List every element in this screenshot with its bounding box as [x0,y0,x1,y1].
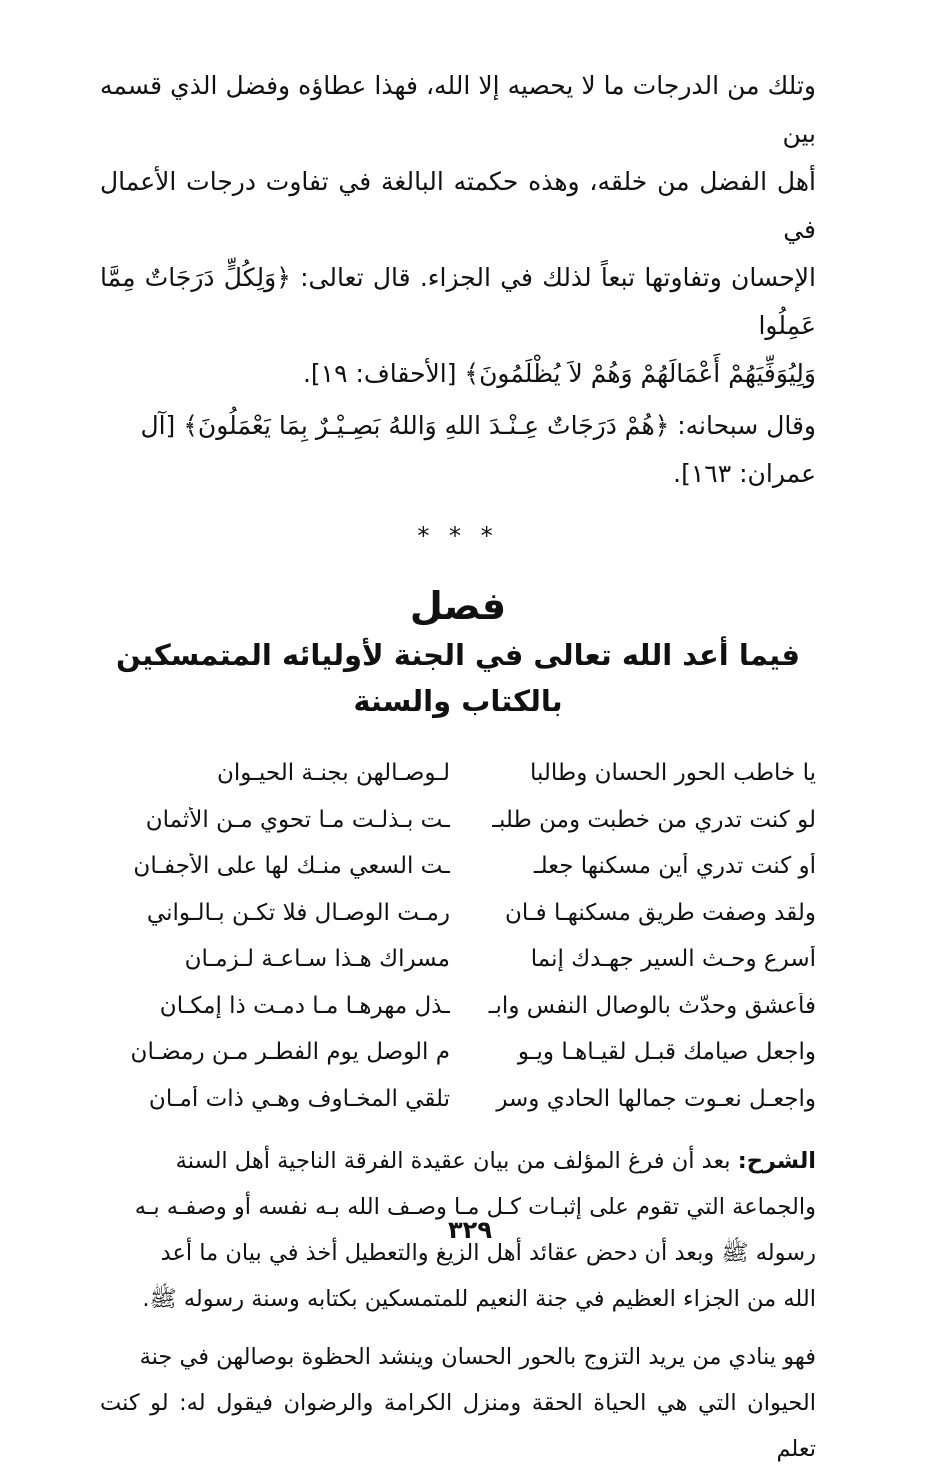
poem-verse [100,1029,816,1076]
verse-first-hemistich: واجعـل نعـوت جمالها الحادي وسر [496,1085,816,1112]
intro-paragraph [100,62,816,398]
commentary-text: بعد أن فرغ المؤلف من بيان عقيدة الفرقة الناجية أهل السنة [175,1148,731,1174]
verse-first-hemistich: ولقد وصفت طريق مسكنهـا فـان [505,899,816,926]
verse-second-hemistich: مسراك هـذا سـاعـة لـزمـان [184,946,450,973]
text-line: وتلك من الدرجات ما لا يحصيه إلا الله، فهذا عطاؤه وفضل الذي قسمه بين [100,71,816,148]
page-body [100,62,816,1472]
verse-first-hemistich: لو كنت تدري من خطبت ومن طلبـ [492,806,816,833]
verse-first-hemistich: أسرع وحـث السير جهـدك إنما [530,946,816,973]
text-line: الإحسان وتفاوتها تبعاً لذلك في الجزاء. قال تعالى: ﴿وَلِكُلٍّ دَرَجَاتٌ مِمَّا عَمِلُوا [100,263,816,340]
text-line: رسوله ﷺ وبعد أن دحض عقائد أهل الزيغ والتعطيل أخذ في بيان ما أعد [160,1240,816,1266]
verse-second-hemistich: لـوصـالهن بجنـة الحيـوان [217,760,450,787]
section-title: فصل [409,584,507,628]
text-line: فهو ينادي من يريد التزوج بالحور الحسان وينشد الحظوة بوصالهن في جنة [139,1344,816,1370]
closing-paragraph [100,1334,816,1472]
verse-second-hemistich: م الوصل يوم الفطـر مـن رمضـان [130,1039,450,1066]
quran-citation-paragraph [100,402,816,498]
text-line: الحيوان التي هي الحياة الحقة ومنزل الكرامة والرضوان فيقول له: لو كنت تعلم [100,1390,816,1462]
poem-verse [100,797,816,844]
text-line: أهل الفضل من خلقه، وهذه حكمته البالغة في تفاوت درجات الأعمال في [100,167,816,244]
poem-verse [100,1076,816,1123]
section-subtitle: فيما أعد الله تعالى في الجنة لأوليائه المتمسكين بالكتاب والسنة [115,638,801,718]
poem-verse [100,936,816,983]
text-line: الله من الجزاء العظيم في جنة النعيم للمتمسكين بكتابه وسنة رسوله ﷺ. [142,1286,816,1312]
text-line: وقال سبحانه: ﴿هُمْ دَرَجَاتٌ عِـنْـدَ اللهِ وَاللهُ بَصِـيْـرٌ بِمَا يَعْمَلُونَ﴾ [آل [140,411,816,440]
poem-verse [100,983,816,1030]
verse-second-hemistich: ـت السعي منـك لها على الأجفـان [133,853,450,880]
section-separator: * * * [417,522,499,550]
text-line: والجماعة التي تقوم على إثبـات كـل مـا وصـف الله بـه نفسه أو وصفـه بـه [134,1194,816,1220]
text-line [100,1138,816,1184]
verse-first-hemistich: واجعل صيامك قبـل لقيـاهـا ويـو [517,1039,816,1066]
poem-verse [100,890,816,937]
verse-second-hemistich: تلقي المخـاوف وهـي ذات أمـان [148,1085,450,1112]
poem-verse [100,843,816,890]
verse-first-hemistich: أو كنت تدري أين مسكنها جعلـ [533,853,816,880]
verse-second-hemistich: ـذل مهرهـا مـا دمـت ذا إمكـان [159,992,450,1019]
poem-verse [100,750,816,797]
text-line: وَلِيُوَفِّيَهُمْ أَعْمَالَهُمْ وَهُمْ لاَ يُظْلَمُونَ﴾ [الأحقاف: ١٩]. [302,359,816,388]
text-line: عمران: ١٦٣]. [673,459,816,488]
page-number: ٣٢٩ [448,1216,492,1244]
verse-second-hemistich: ـت بـذلـت مـا تحوي مـن الأثمان [145,806,450,833]
verse-second-hemistich: رمـت الوصـال فلا تكـن بـالـواني [146,899,450,926]
verse-first-hemistich: يا خاطب الحور الحسان وطالبا [529,760,816,787]
verse-first-hemistich: فأعشق وحدّث بالوصال النفس وابـ [488,992,816,1019]
poem [100,750,816,1122]
commentary-label: الشرح: [737,1148,816,1174]
